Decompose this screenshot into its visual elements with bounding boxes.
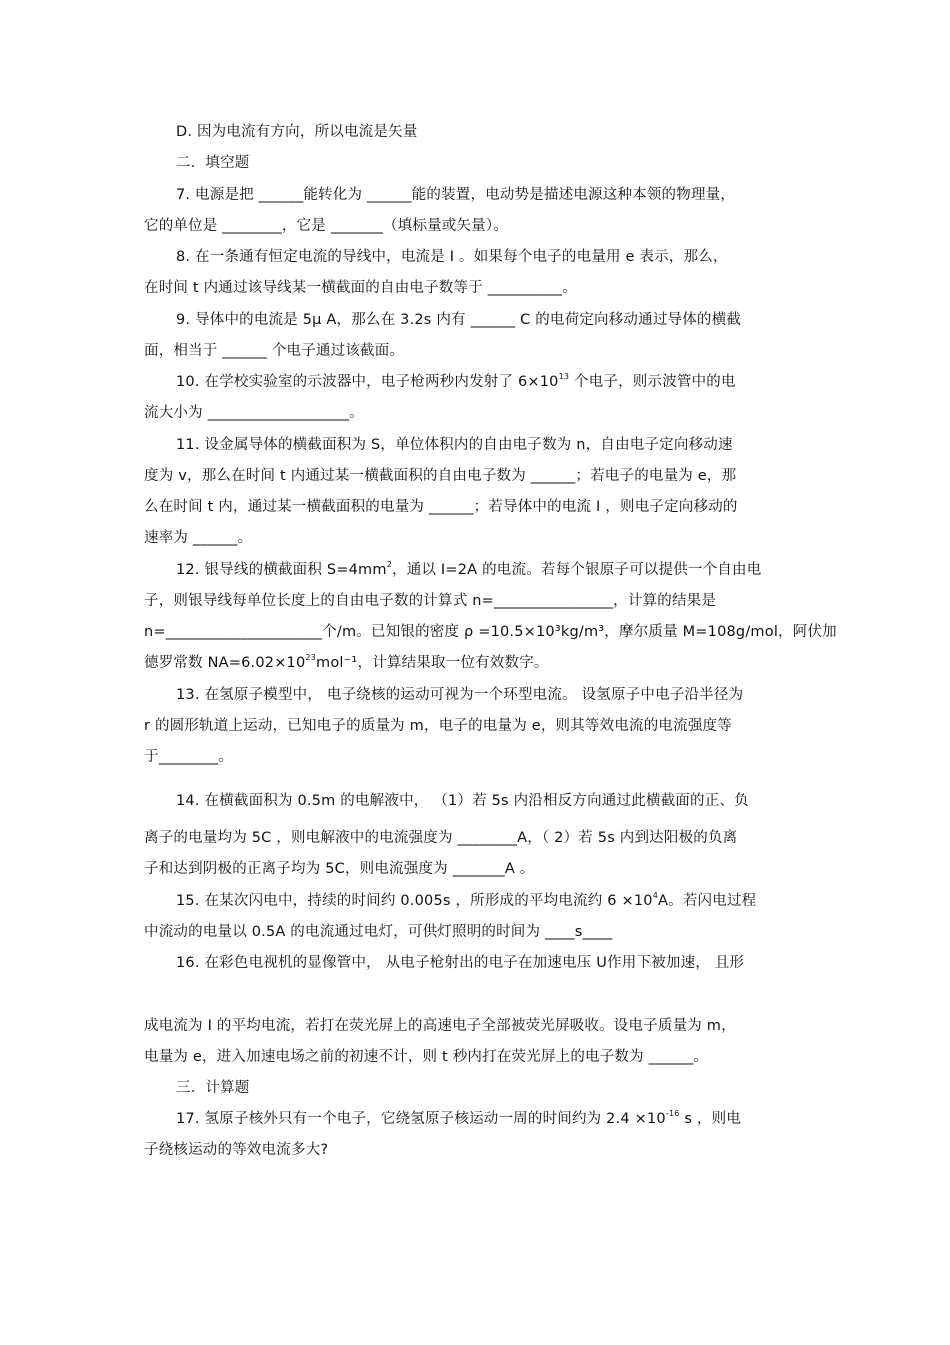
text-line [176, 122, 856, 142]
line-text: 速率为 ______。 [144, 530, 253, 546]
superscript: 2 [386, 560, 393, 569]
line-text: 流大小为 ___________________。 [144, 405, 364, 421]
text-line [144, 747, 824, 767]
superscript: 4 [652, 891, 658, 900]
text-line [144, 922, 824, 942]
line-text: 电量为 e，进入加速电场之前的初速不计，则 t 秒内打在荧光屏上的电子数为 ______。 [144, 1049, 709, 1065]
line-text: 德罗常数 NA=6.02×10 [144, 655, 306, 671]
line-text: 于________。 [144, 749, 233, 765]
line-text: 10. 在学校实验室的示波器中，电子枪两秒内发射了 6×10 [176, 374, 559, 390]
line-text-after: s ，则电 [679, 1111, 742, 1127]
text-line [176, 372, 856, 392]
line-text-after: A。若闪电过程 [658, 893, 757, 909]
line-text: 15. 在某次闪电中，持续的时间约 0.005s ，所形成的平均电流约 6 ×10 [176, 893, 653, 909]
superscript: 23 [305, 653, 317, 662]
text-line [176, 247, 856, 267]
text-line [144, 497, 824, 517]
text-line [144, 622, 837, 642]
text-line [176, 185, 856, 205]
text-line [176, 153, 856, 173]
line-text: 14. 在横截面积为 0.5m 的电解液中， （1）若 5s 内沿相反方向通过此横截面的正、负 [176, 793, 749, 809]
text-line [176, 891, 856, 911]
line-text: 离子的电量均为 5C ，则电解液中的电流强度为 ________A，（ 2）若 5s 内到达阳极的负离 [144, 830, 738, 846]
line-text: 子绕核运动的等效电流多大? [144, 1142, 329, 1158]
line-text: 子和达到阴极的正离子均为 5C，则电流强度为 _______A 。 [144, 861, 535, 877]
text-line [144, 1016, 824, 1036]
text-line [144, 403, 824, 423]
line-text-after: 个电子，则示波管中的电 [569, 374, 736, 390]
line-text: 面，相当于 ______ 个电子通过该截面。 [144, 343, 405, 359]
line-text: 它的单位是 ________，它是 _______（填标量或矢量）。 [144, 218, 509, 234]
text-line [176, 1078, 856, 1098]
text-line [144, 859, 824, 879]
text-line [144, 216, 824, 236]
line-text: n=_____________________个/m。已知银的密度 ρ =10.5×10³kg/m³，摩尔质量 M=108g/mol，阿伏加 [144, 624, 837, 640]
line-text: 成电流为 I 的平均电流，若打在荧光屏上的高速电子全部被荧光屏吸收。设电子质量为 m， [144, 1018, 736, 1034]
text-line [176, 560, 856, 580]
text-line [176, 1109, 856, 1129]
text-line [176, 435, 856, 455]
text-line [144, 716, 824, 736]
text-line [144, 653, 824, 673]
line-text: 度为 v，那么在时间 t 内通过某一横截面积的自由电子数为 ______；若电子的电量为 e，那 [144, 468, 737, 484]
line-text: 三．计算题 [176, 1080, 250, 1096]
line-text: r 的圆形轨道上运动，已知电子的质量为 m，电子的电量为 e，则其等效电流的电流强度等 [144, 718, 732, 734]
text-line [144, 1047, 824, 1067]
line-text-after: mol⁻¹，计算结果取一位有效数字。 [316, 655, 549, 671]
line-text: 7. 电源是把 ______能转化为 ______能的装置，电动势是描述电源这种本领的物理量， [176, 187, 736, 203]
text-line [144, 466, 824, 486]
line-text: D. 因为电流有方向，所以电流是矢量 [176, 124, 418, 140]
text-line [144, 341, 824, 361]
line-text: 13. 在氢原子模型中， 电子绕核的运动可视为一个环型电流。 设氢原子中电子沿半径为 [176, 687, 744, 703]
line-text: 17. 氢原子核外只有一个电子，它绕氢原子核运动一周的时间约为 2.4 ×10 [176, 1111, 666, 1127]
superscript: -16 [665, 1109, 680, 1118]
line-text-after: ，通以 I=2A 的电流。若每个银原子可以提供一个自由电 [392, 562, 762, 578]
text-line [176, 685, 856, 705]
line-text: 么在时间 t 内，通过某一横截面积的电量为 ______；若导体中的电流 I ，则电子定向移动的 [144, 499, 738, 515]
superscript: 13 [558, 372, 570, 381]
text-line [176, 310, 856, 330]
text-line [176, 953, 856, 973]
text-line [176, 791, 856, 811]
line-text: 11. 设金属导体的横截面积为 S，单位体积内的自由电子数为 n，自由电子定向移动速 [176, 437, 733, 453]
line-text: 9. 导体中的电流是 5μ A，那么在 3.2s 内有 ______ C 的电荷定向移动通过导体的横截 [176, 312, 742, 328]
line-text: 二．填空题 [176, 155, 250, 171]
text-line [144, 591, 824, 611]
text-line [144, 278, 824, 298]
text-line [144, 1140, 824, 1160]
line-text: 16. 在彩色电视机的显像管中， 从电子枪射出的电子在加速电压 U作用下被加速， 且形 [176, 955, 745, 971]
line-text: 12. 银导线的横截面积 S=4mm [176, 562, 387, 578]
line-text: 子，则银导线每单位长度上的自由电子数的计算式 n=________________，计算的结果是 [144, 593, 717, 609]
text-line [144, 828, 824, 848]
line-text: 中流动的电量以 0.5A 的电流通过电灯，可供灯照明的时间为 ____s____ [144, 924, 613, 940]
text-line [144, 528, 824, 548]
line-text: 在时间 t 内通过该导线某一横截面的自由电子数等于 __________。 [144, 280, 577, 296]
line-text: 8. 在一条通有恒定电流的导线中，电流是 I 。如果每个电子的电量用 e 表示，那么， [176, 249, 728, 265]
